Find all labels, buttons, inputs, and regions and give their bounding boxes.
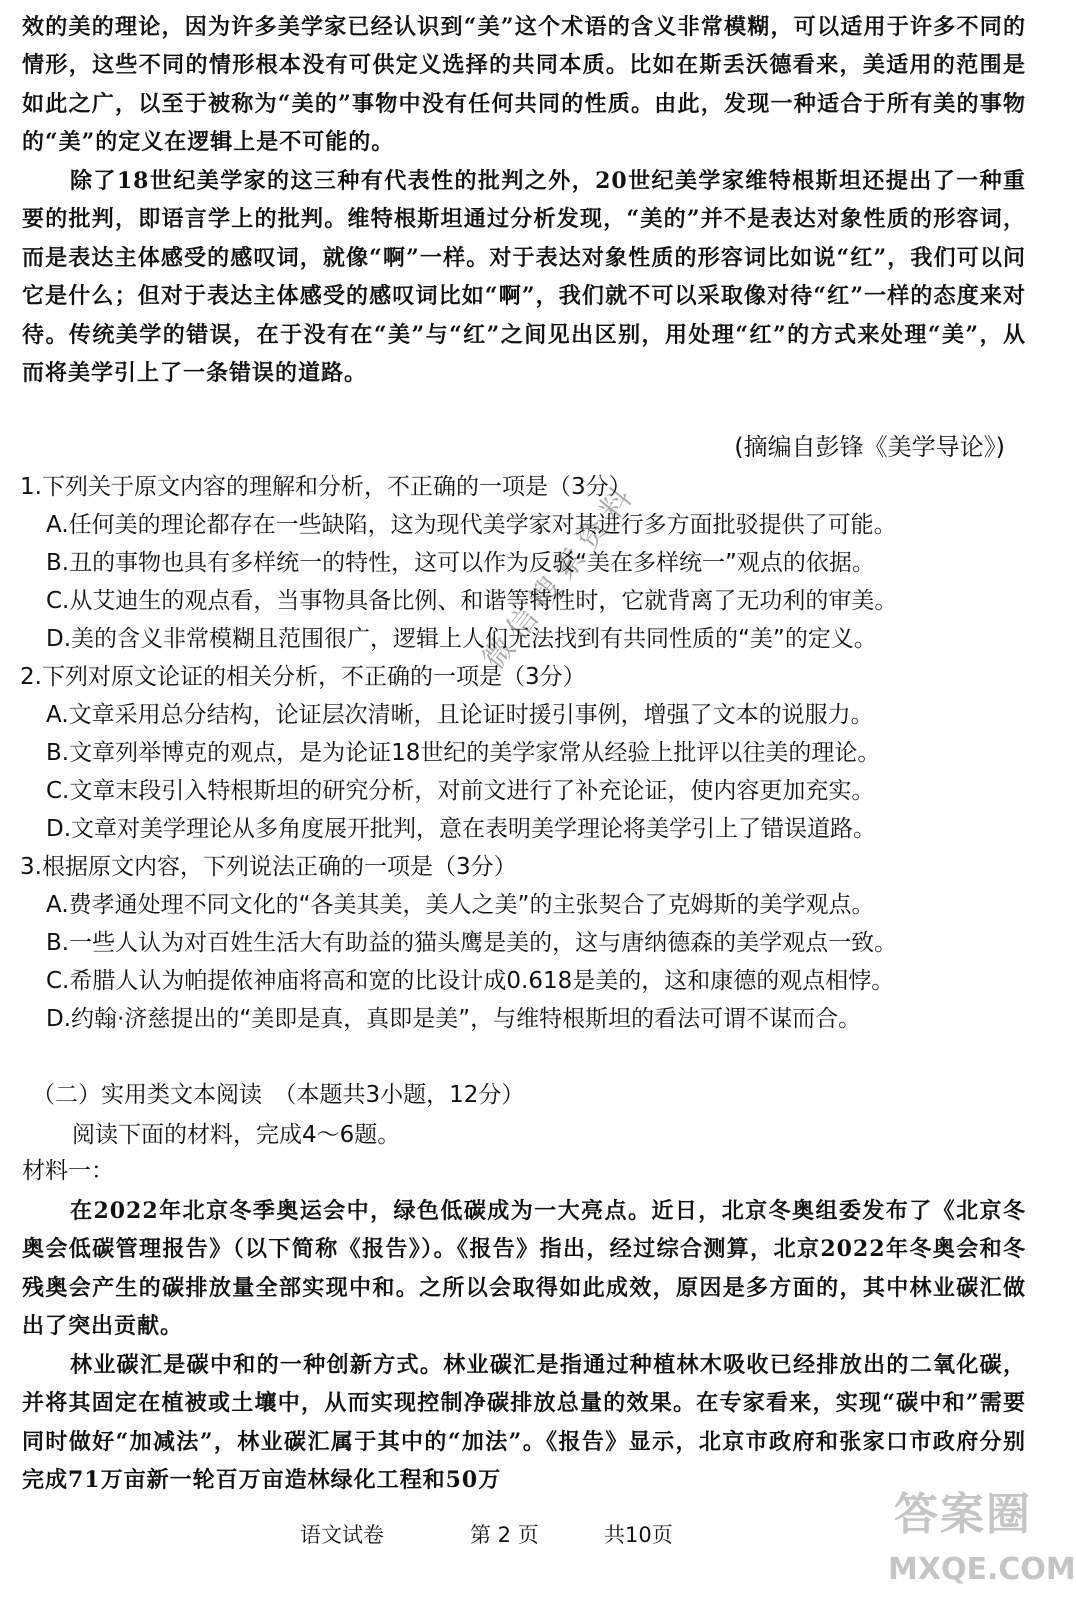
watermark-text: 微信搜索资料 [476,475,645,677]
material-1-label: 材料一： [22,1158,114,1184]
question-1-stem: 1.下列关于原文内容的理解和分析，不正确的一项是（3分） [20,474,632,500]
question-3-stem: 3.根据原文内容，下列说法正确的一项是（3分） [20,854,517,880]
section-2-instruction: 阅读下面的材料，完成4～6题。 [72,1122,401,1148]
material-1-paragraph-2: 林业碳汇是碳中和的一种创新方式。林业碳汇是指通过种植林木吸收已经排放出的二氧化碳，并将其固定在植被或土壤中，从而实现控制净碳排放总量的效果。在专家看来，实现“碳中和”需要同时做好“加减法”，林业碳汇属于其中的“加法”。《报告》显示，北京市政府和张家口市政府分别完成71万亩新一轮百万亩造林绿化工程和50万 [22,1352,1026,1494]
question-3-option-b: B.一些人认为对百姓生活大有助益的猫头鹰是美的，这与唐纳德森的美学观点一致。 [46,930,898,956]
question-2-option-a: A.文章采用总分结构，论证层次清晰，且论证时援引事例，增强了文本的说服力。 [46,702,874,728]
question-1-option-a: A.任何美的理论都存在一些缺陷，这为现代美学家对其进行多方面批驳提供了可能。 [46,512,897,538]
question-2-option-d: D.文章对美学理论从多角度展开批判，意在表明美学理论将美学引上了错误道路。 [46,816,877,842]
question-3-option-d: D.约翰·济慈提出的“美即是真，真即是美”，与维特根斯坦的看法可谓不谋而合。 [46,1006,862,1032]
question-2-option-b: B.文章列举博克的观点，是为论证18世纪的美学家常从经验上批评以往美的理论。 [46,740,881,766]
watermark-logo-url: MXQE.COM [888,1552,1076,1587]
material-1-paragraph-1: 在2022年北京冬季奥运会中，绿色低碳成为一大亮点。近日，北京冬奥组委发布了《北京冬奥会低碳管理报告》（以下简称《报告》）。《报告》指出，经过综合测算，北京2022年冬奥会和冬残奥会产生的碳排放量全部实现中和。之所以会取得如此成效，原因是多方面的，其中林业碳汇做出了突出贡献。 [22,1198,1026,1340]
watermark-logo-text: 答案圈 [894,1489,1032,1540]
footer-subject: 语文试卷 [300,1523,384,1547]
footer-total-pages: 共10页 [604,1523,673,1547]
question-1-option-c: C.从艾迪生的观点看，当事物具备比例、和谐等特性时，它就背离了无功利的审美。 [46,588,898,614]
passage-paragraph-1: 效的美的理论，因为许多美学家已经认识到“美”这个术语的含义非常模糊，可以适用于许多不同的情形，这些不同的情形根本没有可供定义选择的共同本质。比如在斯丢沃德看来，美适用的范围是如此之广，以至于被称为“美的”事物中没有任何共同的性质。由此，发现一种适合于所有美的事物的“美”的定义在逻辑上是不可能的。 [22,14,1026,156]
question-1-option-b: B.丑的事物也具有多样统一的特性，这可以作为反驳“美在多样统一”观点的依据。 [46,550,875,576]
question-1-option-d: D.美的含义非常模糊且范围很广，逻辑上人们无法找到有共同性质的“美”的定义。 [46,626,877,652]
section-2-heading: （二）实用类文本阅读 （本题共3小题，12分） [32,1082,525,1108]
question-2-stem: 2.下列对原文论证的相关分析，不正确的一项是（3分） [20,664,586,690]
question-3-option-a: A.费孝通处理不同文化的“各美其美，美人之美”的主张契合了克姆斯的美学观点。 [46,892,875,918]
question-2-option-c: C.文章末段引入特根斯坦的研究分析，对前文进行了补充论证，使内容更加充实。 [46,778,875,804]
footer-page-number: 第 2 页 [470,1523,539,1547]
watermark-logo [888,1470,1076,1590]
passage-paragraph-2: 除了18世纪美学家的这三种有代表性的批判之外，20世纪美学家维特根斯坦还提出了一种重要的批判，即语言学上的批判。维特根斯坦通过分析发现，“美的”并不是表达对象性质的形容词，而是表达主体感受的感叹词，就像“啊”一样。对于表达对象性质的形容词比如说“红”，我们可以问它是什么；但对于表达主体感受的感叹词比如“啊”，我们就不可以采取像对待“红”一样的态度来对待。传统美学的错误，在于没有在“美”与“红”之间见出区别，用处理“红”的方式来处理“美”，从而将美学引上了一条错误的道路。 [22,168,1026,387]
passage-source: (摘编自彭锋《美学导论》) [734,433,1005,461]
question-3-option-c: C.希腊人认为帕提侬神庙将高和宽的比设计成0.618是美的，这和康德的观点相悖。 [46,968,895,994]
